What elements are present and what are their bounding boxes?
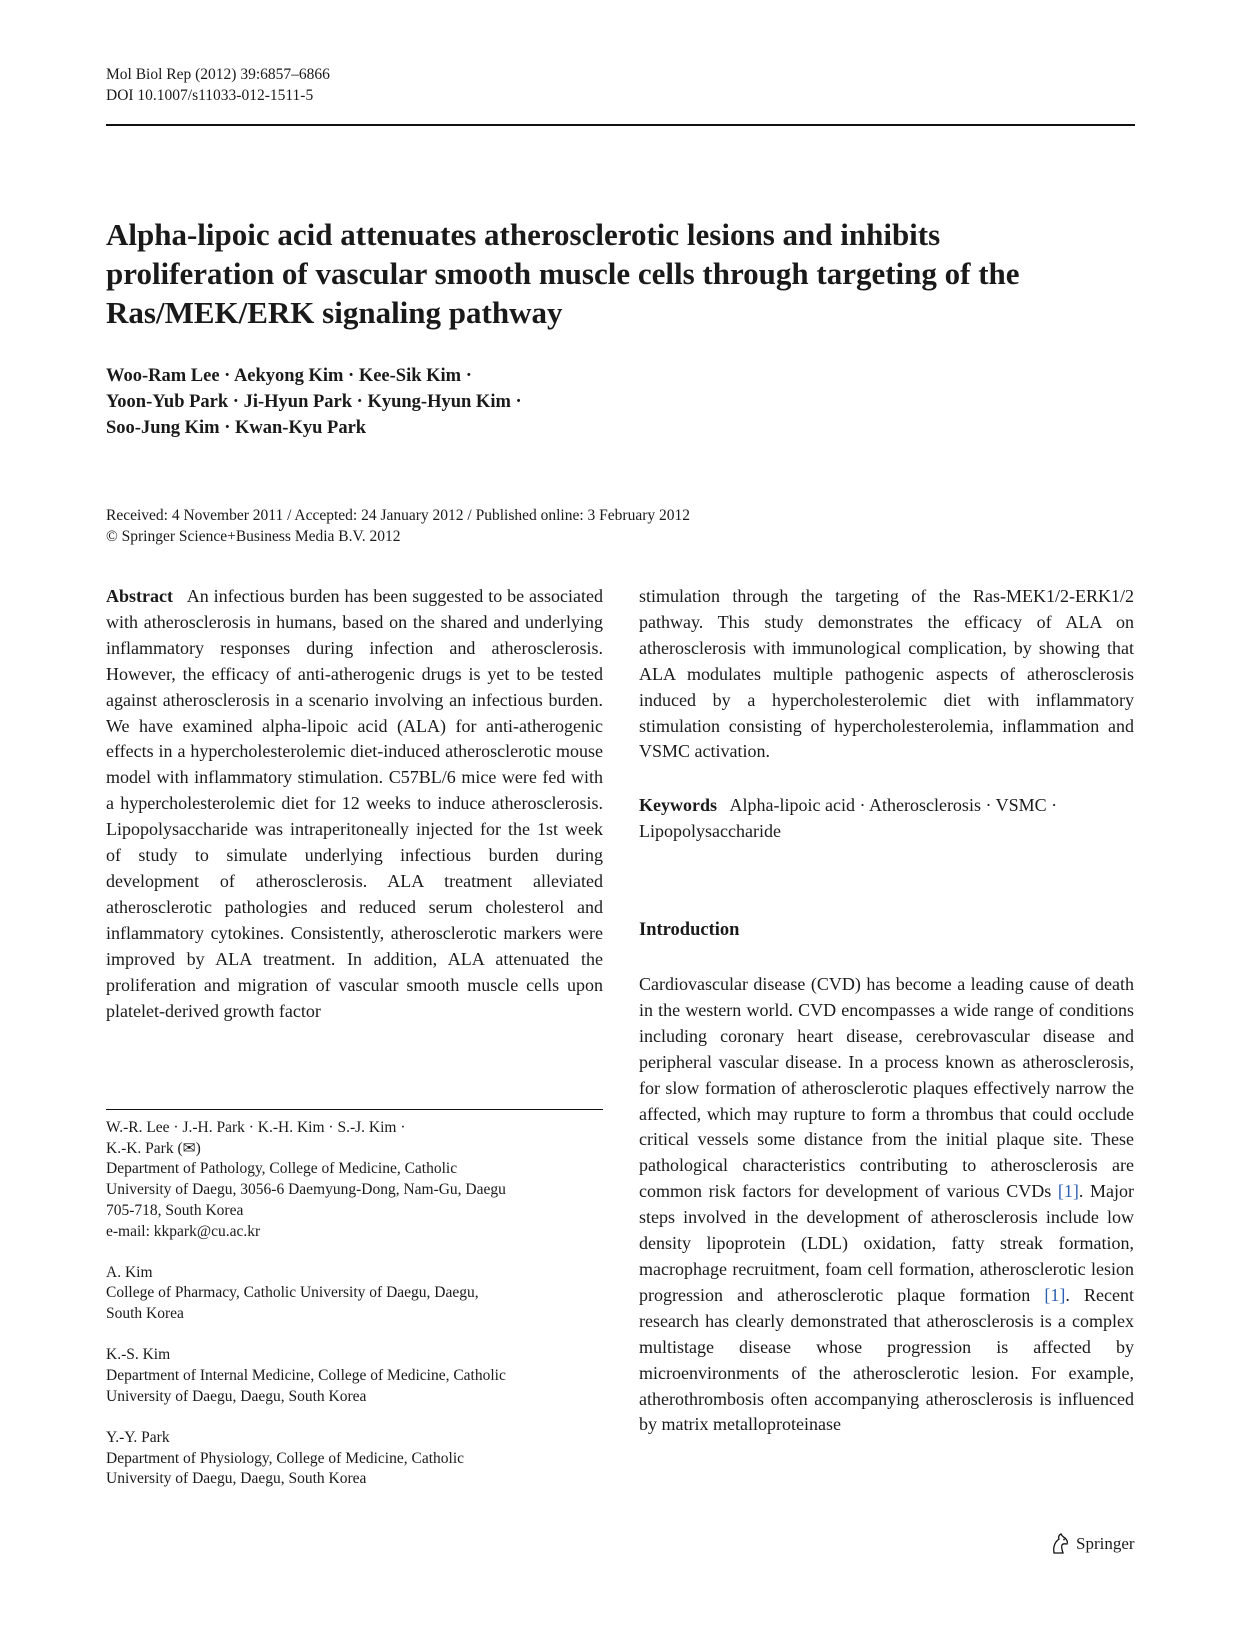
citation-link[interactable]: [1] <box>1057 1181 1079 1202</box>
introduction-body <box>639 972 1134 1438</box>
header-rule <box>106 124 1135 126</box>
author-line: Woo-Ram Lee · Aekyong Kim · Kee-Sik Kim · <box>106 366 472 386</box>
doi: DOI 10.1007/s11033-012-1511-5 <box>106 87 314 104</box>
abstract-label: Abstract <box>106 586 173 606</box>
affiliations <box>106 1118 603 1511</box>
keywords-label: Keywords <box>639 795 717 815</box>
author-list <box>106 363 522 441</box>
intro-text: . Recent research has clearly demonstrated that atherosclerosis is a complex multistage disease whose progression is affected by microenvironments of the atherosclerotic lesion. For example, atherothrombosis often accompanying atherosclerosis is influenced by matrix metalloproteinase <box>639 1284 1135 1435</box>
affiliation-line: A. Kim <box>106 1263 153 1281</box>
citation-link[interactable]: [1] <box>1044 1284 1066 1305</box>
affiliation-line: K.-K. Park (✉) <box>106 1139 201 1157</box>
keywords-text: Alpha-lipoic acid · Atherosclerosis · VSMC · Lipopolysaccharide <box>639 795 1058 841</box>
publisher-footer <box>1050 1533 1135 1555</box>
affiliation-line: College of Pharmacy, Catholic University of Daegu, Daegu, <box>106 1284 479 1302</box>
affiliation-line: W.-R. Lee · J.-H. Park · K.-H. Kim · S.-J. Kim · <box>106 1119 406 1136</box>
abstract-text-continued: stimulation through the targeting of the Ras-MEK1/2-ERK1/2 pathway. This study demonstrates the efficacy of ALA on atherosclerosis with immunological complication, by showing that ALA modulates multiple pathogenic aspects of atherosclerosis induced by a hypercholesterolemic diet with inflammatory stimulation consisting of hypercholesterolemia, inflammation and VSMC activation. <box>639 586 1134 762</box>
affiliation-line: Department of Pathology, College of Medicine, Catholic <box>106 1160 458 1178</box>
abstract-right <box>639 584 1134 765</box>
author-line: Yoon-Yub Park · Ji-Hyun Park · Kyung-Hyun Kim · <box>106 392 522 412</box>
affiliation-line: 705-718, South Korea <box>106 1201 244 1219</box>
affiliation-line: University of Daegu, Daegu, South Korea <box>106 1470 367 1488</box>
springer-horse-icon <box>1050 1533 1070 1555</box>
affiliation-line: South Korea <box>106 1305 184 1323</box>
affiliation-line: Department of Internal Medicine, College of Medicine, Catholic <box>106 1367 506 1385</box>
running-header <box>106 64 330 106</box>
affiliation-line: Department of Physiology, College of Medicine, Catholic <box>106 1449 465 1467</box>
affiliation-block <box>106 1428 603 1490</box>
abstract-left <box>106 584 603 1024</box>
publisher-name: Springer <box>1076 1534 1135 1553</box>
email-line[interactable]: e-mail: kkpark@cu.ac.kr <box>106 1222 261 1240</box>
paper-title: Alpha-lipoic acid attenuates atherosclerotic lesions and inhibits proliferation of vascular smooth muscle cells through targeting of the Ras/MEK/ERK signaling pathway <box>106 217 1020 330</box>
affiliation-line: University of Daegu, 3056-6 Daemyung-Dong, Nam-Gu, Daegu <box>106 1181 506 1199</box>
journal-citation: Mol Biol Rep (2012) 39:6857–6866 <box>106 66 330 83</box>
affiliation-line: K.-S. Kim <box>106 1346 171 1364</box>
affiliation-line: Y.-Y. Park <box>106 1428 170 1446</box>
publication-dates <box>106 505 690 547</box>
introduction-heading: Introduction <box>639 920 740 940</box>
author-line: Soo-Jung Kim · Kwan-Kyu Park <box>106 418 367 438</box>
keywords <box>639 793 1134 845</box>
intro-text: Cardiovascular disease (CVD) has become a leading cause of death in the western world. CVD encompasses a wide range of conditions including coronary heart disease, cerebrovascular disease and peripheral vascular disease. In a process known as atherosclerosis, for slow formation of atherosclerotic plaques effectively narrow the affected, which may rupture to form a thrombus that could occlude critical vessels some distance from the initial plaque site. These pathological characteristics contributing to atherosclerosis are common risk factors for development of various CVDs <box>639 974 1134 1202</box>
affiliation-rule <box>106 1109 603 1110</box>
affiliation-block <box>106 1263 603 1325</box>
history-dates: Received: 4 November 2011 / Accepted: 24 January 2012 / Published online: 3 February 2012 <box>106 507 690 524</box>
intro-text: . Major steps involved in the development of atherosclerosis include low density lipoprotein (LDL) oxidation, fatty streak formation, macrophage recruitment, foam cell formation, atherosclerotic lesion progression and atherosclerotic plaque formation <box>639 1181 1134 1305</box>
affiliation-block <box>106 1118 603 1242</box>
affiliation-block <box>106 1345 603 1407</box>
copyright-line: © Springer Science+Business Media B.V. 2012 <box>106 528 401 545</box>
abstract-text: An infectious burden has been suggested to be associated with atherosclerosis in humans, based on the shared and underlying inflammatory responses during infection and atherosclerosis. However, the efficacy of anti-atherogenic drugs is yet to be tested against atherosclerosis in a scenario involving an infectious burden. We have examined alpha-lipoic acid (ALA) for anti-atherogenic effects in a hypercholesterolemic diet-induced atherosclerotic mouse model with inflammatory stimulation. C57BL/6 mice were fed with a hypercholesterolemic diet for 12 weeks to induce atherosclerosis. Lipopolysaccharide was intraperitoneally injected for the 1st week of study to simulate underlying infectious burden during development of atherosclerosis. ALA treatment alleviated atherosclerotic pathologies and reduced serum cholesterol and inflammatory cytokines. Consistently, atherosclerotic markers were improved by ALA treatment. In addition, ALA attenuated the proliferation and migration of vascular smooth muscle cells upon platelet-derived growth factor <box>106 586 603 1021</box>
affiliation-line: University of Daegu, Daegu, South Korea <box>106 1387 367 1405</box>
